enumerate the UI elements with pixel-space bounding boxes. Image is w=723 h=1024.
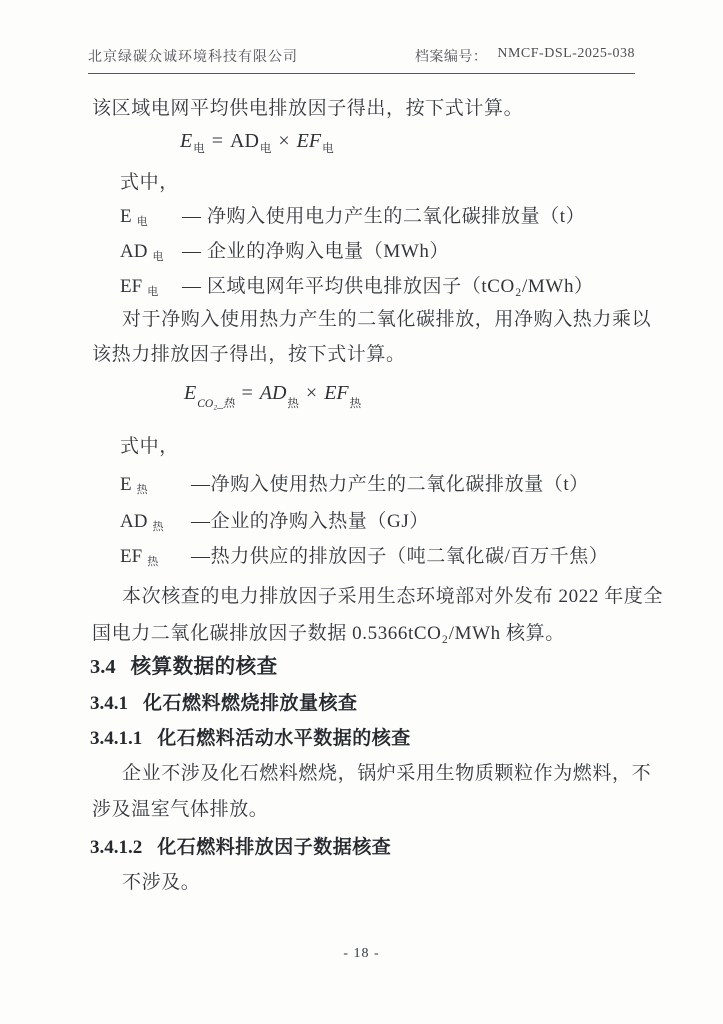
section-heading-3-4-1: 3.4.1 化石燃料燃烧排放量核查 xyxy=(90,693,358,714)
where-label: 式中， xyxy=(120,436,179,457)
formula-sub-e: CO₂_热 xyxy=(197,398,235,410)
page-header xyxy=(88,46,635,74)
formula-var-ad: AD xyxy=(230,130,259,152)
symbol-term: E 热 xyxy=(120,474,148,496)
archive-number-value: NMCF-DSL-2025-038 xyxy=(497,46,635,61)
equals-sign: = xyxy=(211,130,223,152)
times-sign: × xyxy=(305,382,318,404)
paragraph-fossil-line2: 涉及温室气体排放。 xyxy=(92,799,269,820)
symbol-description: —企业的净购入热量（GJ） xyxy=(191,511,429,532)
section-heading-3-4-1-1: 3.4.1.1 化石燃料活动水平数据的核查 xyxy=(90,728,411,749)
paragraph-not-involved: 不涉及。 xyxy=(122,872,201,893)
formula-sub-ef: 电 xyxy=(322,143,334,155)
symbol-description: — 企业的净购入电量（MWh） xyxy=(182,241,450,262)
symbol-term: EF 电 xyxy=(120,276,159,298)
archive-number-group xyxy=(415,46,635,66)
paragraph-factor-line2: 国电力二氧化碳排放因子数据 0.5366tCO₂/MWh 核算。 xyxy=(92,623,565,644)
formula-sub-ef: 热 xyxy=(349,398,362,410)
where-label: 式中， xyxy=(120,172,179,193)
symbol-description: — 区域电网年平均供电排放因子（tCO₂/MWh） xyxy=(182,276,594,297)
archive-number-label: 档案编号： xyxy=(414,50,488,65)
times-sign: × xyxy=(278,130,290,152)
paragraph-heat-line1: 对于净购入使用热力产生的二氧化碳排放，用净购入热力乘以 xyxy=(122,309,652,330)
formula-var-e: E xyxy=(180,130,193,152)
formula-var-e: E xyxy=(184,382,197,404)
definition-row-ad-heat xyxy=(120,511,429,538)
paragraph-factor-line1: 本次核查的电力排放因子采用生态环境部对外发布 2022 年度全 xyxy=(122,586,664,607)
definition-row-ef-heat xyxy=(120,546,608,573)
formula-var-ef: EF xyxy=(296,130,322,152)
equals-sign: = xyxy=(241,382,253,404)
formula-electricity xyxy=(180,129,334,161)
definition-row-ef-elec xyxy=(120,276,594,303)
formula-heat xyxy=(184,381,361,416)
formula-var-ef: EF xyxy=(324,382,349,404)
paragraph-fossil-line1: 企业不涉及化石燃料燃烧，锅炉采用生物质颗粒作为燃料，不 xyxy=(122,763,652,784)
symbol-term: AD 热 xyxy=(120,511,164,533)
definition-row-e-elec xyxy=(120,206,585,233)
symbol-description: —净购入使用热力产生的二氧化碳排放量（t） xyxy=(191,474,589,495)
page-number: - 18 - xyxy=(343,946,380,961)
section-heading-3-4-1-2: 3.4.1.2 化石燃料排放因子数据核查 xyxy=(90,837,392,858)
section-heading-3-4: 3.4 核算数据的核查 xyxy=(90,656,278,678)
definition-row-e-heat xyxy=(120,474,589,501)
formula-var-ad: AD xyxy=(259,382,287,404)
symbol-term: E 电 xyxy=(120,206,148,228)
symbol-term: AD 电 xyxy=(120,241,164,263)
paragraph-heat-line2: 该热力排放因子得出，按下式计算。 xyxy=(92,344,406,365)
formula-sub-ad: 热 xyxy=(287,398,299,410)
company-name: 北京绿碳众诚环境科技有限公司 xyxy=(88,50,298,65)
symbol-term: EF 热 xyxy=(120,546,159,568)
symbol-description: —热力供应的排放因子（吨二氧化碳/百万千焦） xyxy=(191,546,609,567)
definition-row-ad-elec xyxy=(120,241,449,268)
formula-sub-ad: 电 xyxy=(259,143,272,155)
formula-sub-e: 电 xyxy=(193,143,205,155)
symbol-description: — 净购入使用电力产生的二氧化碳排放量（t） xyxy=(182,206,586,227)
paragraph-grid-intro: 该区域电网平均供电排放因子得出，按下式计算。 xyxy=(92,98,524,119)
